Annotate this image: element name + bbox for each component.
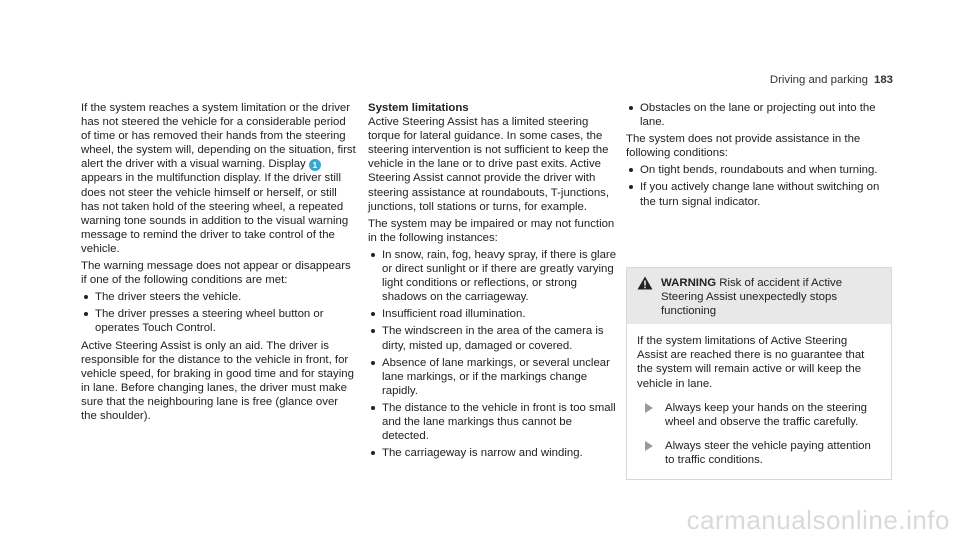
section-title: Driving and parking [769,74,868,86]
bullet-list [626,101,886,129]
arrow-right-icon [645,401,655,429]
warning-title [661,276,881,318]
warning-triangle-icon [637,276,655,318]
bullet-list [626,163,886,208]
list-item: The driver presses a steering wheel button or operates Touch Control. [81,307,356,335]
page-header [770,73,893,87]
bullet-list [81,290,356,335]
list-item: In snow, rain, fog, heavy spray, if there is glare or direct sunlight or if there are greatly varying light conditions or reflections, or strong shadows on the carriageway. [368,248,618,304]
list-item: Obstacles on the lane or projecting out into the lane. [626,101,886,129]
paragraph-no-assist: The system does not provide assistance in the following conditions: [626,133,861,160]
paragraph-aid: Active Steering Assist is only an aid. The driver is responsible for the distance to the vehicle in front, for vehicle speed, for braking in good time and for staying in lane. Before changing lanes, the driver must make sure that the neighbouring lane is free (glance over the shoulder). [81,339,354,422]
action-text: Always steer the vehicle paying attention to traffic conditions. [665,439,871,466]
bullet-list [368,248,618,460]
paragraph-conditions: The warning message does not appear or disappears if one of the following conditions are met: [81,260,351,287]
paragraph-instances: The system may be impaired or may not function in the following instances: [368,217,615,244]
warning-box [626,267,892,480]
list-item: On tight bends, roundabouts and when turning. [626,163,886,177]
list-item: If you actively change lane without switching on the turn signal indicator. [626,180,886,208]
list-item: Insufficient road illumination. [368,307,618,321]
paragraph-warning-alert [81,101,356,256]
action-item [645,401,879,429]
text-segment: appears in the multifunction display. If the driver still does not steer the vehicle himself or herself, or still has not taken hold of the steering wheel, a repeated warning tone sounds in addition to the visual warning message to remind the driver to take control of the vehicle. [81,172,349,255]
list-item: The carriageway is narrow and winding. [368,446,618,460]
list-item: Absence of lane markings, or several unclear lane markings, or if the markings change rapidly. [368,356,618,398]
section-heading: System limitations [368,102,469,114]
callout-number-1: 1 [309,159,321,171]
column-right [626,101,886,212]
paragraph-limits: Active Steering Assist has a limited steering torque for lateral guidance. In some cases, the steering intervention is not sufficient to keep the vehicle in the lane or to drive past exits. Active Steering Assist cannot provide the driver with steering assistance at roundabouts, T-junctions, junctions, toll stations or turns, for example. [368,116,610,213]
arrow-right-icon [645,439,655,467]
list-item: The windscreen in the area of the camera is dirty, misted up, damaged or covered. [368,324,618,352]
list-item: The distance to the vehicle in front is too small and the lane markings thus cannot be detected. [368,401,618,443]
action-item [645,439,879,467]
column-middle [368,101,618,463]
list-item: The driver steers the vehicle. [81,290,356,304]
column-left [81,101,356,426]
page-number: 183 [873,74,893,86]
warning-header [627,268,891,324]
action-text: Always keep your hands on the steering wheel and observe the traffic carefully. [665,401,867,428]
watermark: carmanualsonline.info [686,504,950,535]
warning-triangle-icon-svg [637,276,653,290]
warning-text: If the system limitations of Active Steering Assist are reached there is no guarantee that the system will remain active or will keep the vehicle in lane. [637,335,865,390]
warning-label: WARNING [661,277,717,289]
warning-body [627,324,891,479]
warning-title-text: Risk of accident if Active Steering Assist unexpectedly stops functioning [661,277,843,318]
text-segment: If the system reaches a system limitation or the driver has not steered the vehicle for a considerable period of time or has removed their hands from the steering wheel, the system will, depending on the situation, first alert the driver with a visual warning. Display [81,102,356,171]
